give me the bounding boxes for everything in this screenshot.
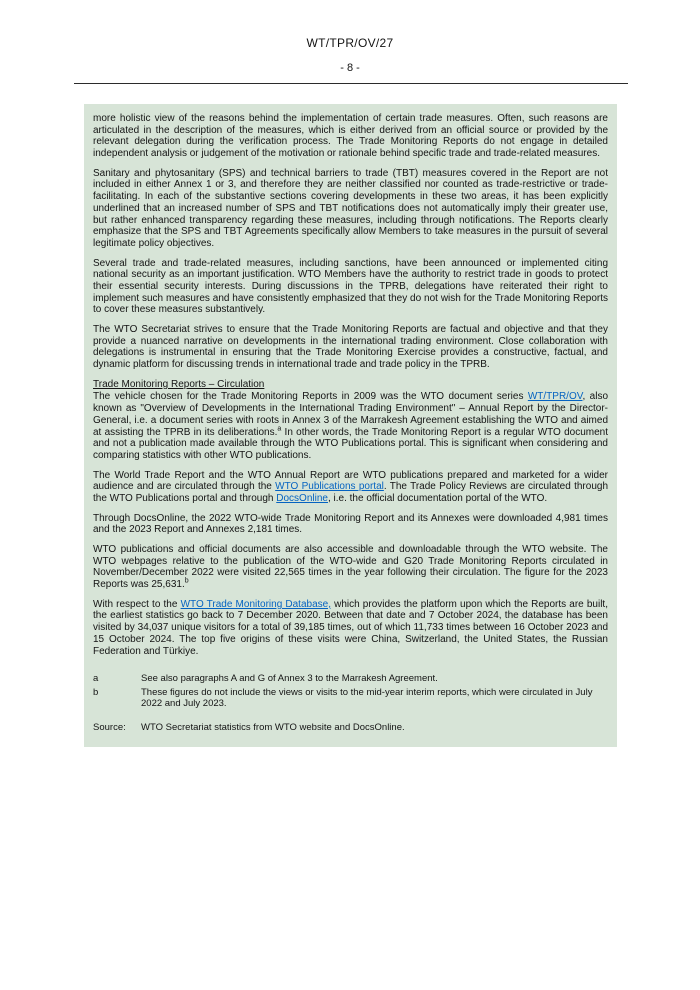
text-run: which provides the platform upon which the Reports are built, the earliest statistics go back to 7 December 2020. Between that date and 7 October 2024, the database has been visited by 34,037 unique visitors for a total of 39,185 times, out of which 11,733 times between 16 October 2023 and 15 October 2024. The top five origins of these visits were China, Switzerland, the United States, the Russian Federation and Türkiye. — [93, 598, 608, 657]
footnote-reference: a — [277, 425, 282, 433]
text-run: . The Trade Policy Reviews are circulated through the WTO Publications portal and through — [93, 481, 609, 504]
text-run: With respect to the — [93, 598, 181, 610]
text-run: Through DocsOnline, the 2022 WTO-wide Trade Monitoring Report and its Annexes were downloaded 4,981 times and the 2023 Report and Annexes 2,181 times. — [93, 512, 608, 536]
paragraph — [93, 513, 608, 536]
hyperlink[interactable]: WTO Publications portal — [275, 481, 384, 493]
doc-symbol: WT/TPR/OV/27 — [306, 36, 394, 50]
footnote-reference: b — [184, 577, 189, 585]
text-run: The vehicle chosen for the Trade Monitoring Reports in 2009 was the WTO document series — [93, 391, 528, 403]
footnote-text: These figures do not include the views or visits to the mid-year interim reports, which were circulated in July 2022 and July 2023. — [141, 686, 593, 709]
section-heading: Trade Monitoring Reports – Circulation — [93, 378, 265, 390]
paragraph — [93, 324, 608, 371]
text-run: WTO publications and official documents are also accessible and downloadable through the WTO website. The WTO webpages relative to the publication of the WTO-wide and G20 Trade Monitoring Reports circulated in November/December 2022 were visited 22,565 times in the year following their circulation. The figure for the 2023 Reports was 25,631. — [93, 544, 608, 591]
source-text: WTO Secretariat statistics from WTO website and DocsOnline. — [141, 722, 405, 734]
content-box — [84, 104, 617, 747]
paragraph — [93, 168, 608, 250]
header-rule — [74, 83, 628, 84]
document-header — [0, 0, 700, 74]
text-run: Several trade and trade-related measures, including sanctions, have been announced or implemented citing national security as an important justification. WTO Members have the authority to restrict trade in goods to protect their essential security interests. During discussions in the TPRB, delegations have reiterated their right to implement such measures and have consistently emphasized that they do not wish for the Trade Monitoring Reports to cover these measures substantively. — [93, 257, 608, 316]
footnote-label: b — [93, 686, 99, 698]
paragraph — [93, 258, 608, 316]
text-run: Sanitary and phytosanitary (SPS) and technical barriers to trade (TBT) measures covered in the Report are not included in either Annex 1 or 3, and therefore they are neither classified nor counted as trade-restrictive or trade-facilitating. In each of the substantive sections covering developments in these two areas, it has been explicitly underlined that an increased number of SPS and TBT notifications does not automatically imply their greater use, but rather enhanced transparency regarding these measures, including through notifications. The Reports clearly emphasize that the SPS and TBT Agreements specifically allow Members to take measures in the pursuit of several legitimate policy objectives. — [93, 167, 608, 249]
paragraph — [93, 470, 608, 505]
paragraph — [93, 391, 608, 461]
text-run: In other words, the Trade Monitoring Report is a regular WTO document and not a publication made available through the WTO Publications portal. This is significant when considering and comparing statistics with other WTO publications. — [93, 426, 608, 461]
text-run: The World Trade Report and the WTO Annual Report are WTO publications prepared and marketed for a wider audience and are circulated through the — [93, 469, 608, 493]
hyperlink[interactable]: WT/TPR/OV — [527, 391, 583, 403]
text-run: The WTO Secretariat strives to ensure that the Trade Monitoring Reports are factual and objective and that they provide a nuanced narrative on developments in the international trading environment. Close collaboration with delegations is instrumental in ensuring that the Trade Monitoring Exercise provides a constructive, factual, and dynamic platform for discussing trends in international trade and trade policy in the TPRB. — [93, 324, 608, 371]
text-run: , i.e. the official documentation portal of the WTO. — [327, 492, 548, 504]
footnote-b — [93, 687, 608, 710]
hyperlink[interactable]: WTO Trade Monitoring Database, — [180, 598, 331, 610]
text-run: , also known as "Overview of Developments in the International Trading Environment" – Annual Report by the Director-General, i.e. a document series with roots in Annex 3 of the Marrakesh Agreement establishing the WTO and aimed at assisting the TPRB in its deliberations. — [93, 391, 609, 438]
paragraph — [93, 113, 608, 160]
footnote-label: a — [93, 673, 99, 685]
hyperlink[interactable]: DocsOnline — [276, 492, 328, 504]
paragraph — [93, 599, 608, 657]
page-number: - 8 - — [340, 62, 360, 74]
footnotes — [93, 673, 608, 709]
paragraph — [93, 544, 608, 591]
text-run: more holistic view of the reasons behind the implementation of certain trade measures. Often, such reasons are articulated in the description of the measures, which is either derived from an official source or provided by the relevant delegation during the verification process. The Trade Monitoring Reports do not engage in detailed independent analysis or judgement of the motivation or rationale behind specific trade and trade-related measures. — [93, 113, 608, 160]
footnote-a — [93, 673, 608, 684]
footnote-text: See also paragraphs A and G of Annex 3 to the Marrakesh Agreement. — [141, 673, 438, 685]
source-label: Source: — [93, 722, 126, 734]
source-row — [93, 722, 608, 733]
